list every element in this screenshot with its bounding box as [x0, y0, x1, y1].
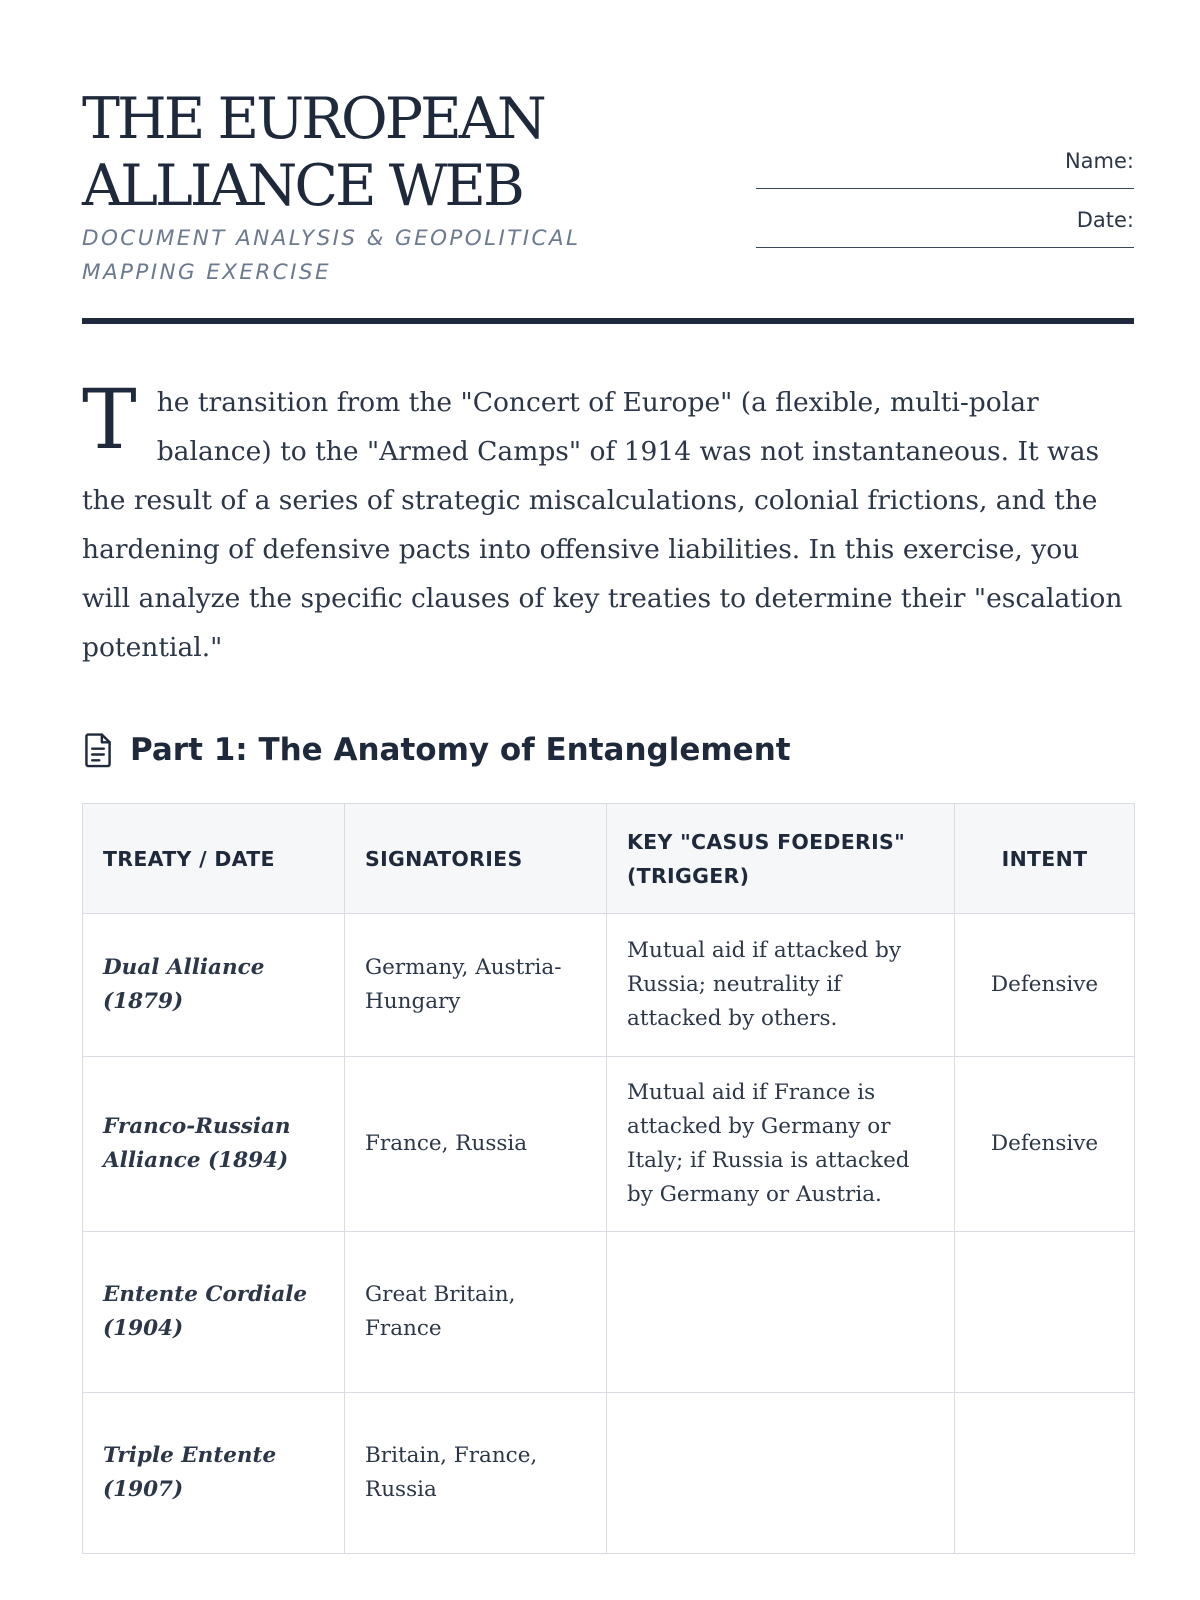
column-header-intent: INTENT [955, 804, 1135, 914]
table-row [83, 1393, 1135, 1554]
treaty-cell: Entente Cordiale (1904) [83, 1232, 345, 1393]
treaty-cell: Triple Entente (1907) [83, 1393, 345, 1554]
name-label: Name: [1064, 149, 1134, 173]
column-header-trigger: KEY "CASUS FOEDERIS" (TRIGGER) [607, 804, 955, 914]
signatories-cell: Britain, France, Russia [345, 1393, 607, 1554]
part1-title: Part 1: The Anatomy of Entanglement [130, 732, 791, 768]
signatories-cell: Great Britain, France [345, 1232, 607, 1393]
trigger-answer-cell[interactable] [607, 1393, 955, 1554]
column-header-treaty: TREATY / DATE [83, 804, 345, 914]
intro-text: he transition from the "Concert of Europe" (a flexible, multi-polar balance) to the "Armed Camps" of 1914 was not instantaneous. It was the result of a series of strategic miscalculations, colonial frictions, and the hardening of defensive pacts into offensive liabilities. In this exercise, you will analyze the specific clauses of key treaties to determine their "escalation potential." [82, 387, 1123, 663]
intent-answer-cell[interactable] [955, 1393, 1135, 1554]
header-divider [82, 318, 1134, 324]
trigger-cell: Mutual aid if France is attacked by Germany or Italy; if Russia is attacked by Germany or Austria. [607, 1057, 955, 1232]
document-icon [82, 732, 114, 768]
intent-cell: Defensive [955, 1057, 1135, 1232]
part1-heading [82, 728, 791, 772]
signatories-cell: Germany, Austria-Hungary [345, 914, 607, 1057]
intro-paragraph [82, 373, 1134, 672]
table-row [83, 914, 1135, 1057]
table-header-row [83, 804, 1135, 914]
worksheet-page [82, 0, 1134, 1502]
treaty-cell: Dual Alliance (1879) [83, 914, 345, 1057]
page-title: THE EUROPEAN ALLIANCE WEB [82, 86, 544, 219]
student-fields [756, 148, 1134, 248]
intent-answer-cell[interactable] [955, 1232, 1135, 1393]
date-label: Date: [1076, 208, 1134, 232]
intent-cell: Defensive [955, 914, 1135, 1057]
trigger-cell: Mutual aid if attacked by Russia; neutrality if attacked by others. [607, 914, 955, 1057]
column-header-signatories: SIGNATORIES [345, 804, 607, 914]
table-row [83, 1232, 1135, 1393]
table-row [83, 1057, 1135, 1232]
name-field[interactable] [756, 188, 1134, 189]
date-field[interactable] [756, 247, 1134, 248]
trigger-answer-cell[interactable] [607, 1232, 955, 1393]
signatories-cell: France, Russia [345, 1057, 607, 1232]
page-subtitle: DOCUMENT ANALYSIS & GEOPOLITICAL MAPPING EXERCISE [82, 226, 581, 285]
treaty-table [82, 803, 1135, 1554]
drop-cap: T [82, 373, 137, 468]
worksheet-header [82, 0, 1134, 324]
treaty-cell: Franco-Russian Alliance (1894) [83, 1057, 345, 1232]
